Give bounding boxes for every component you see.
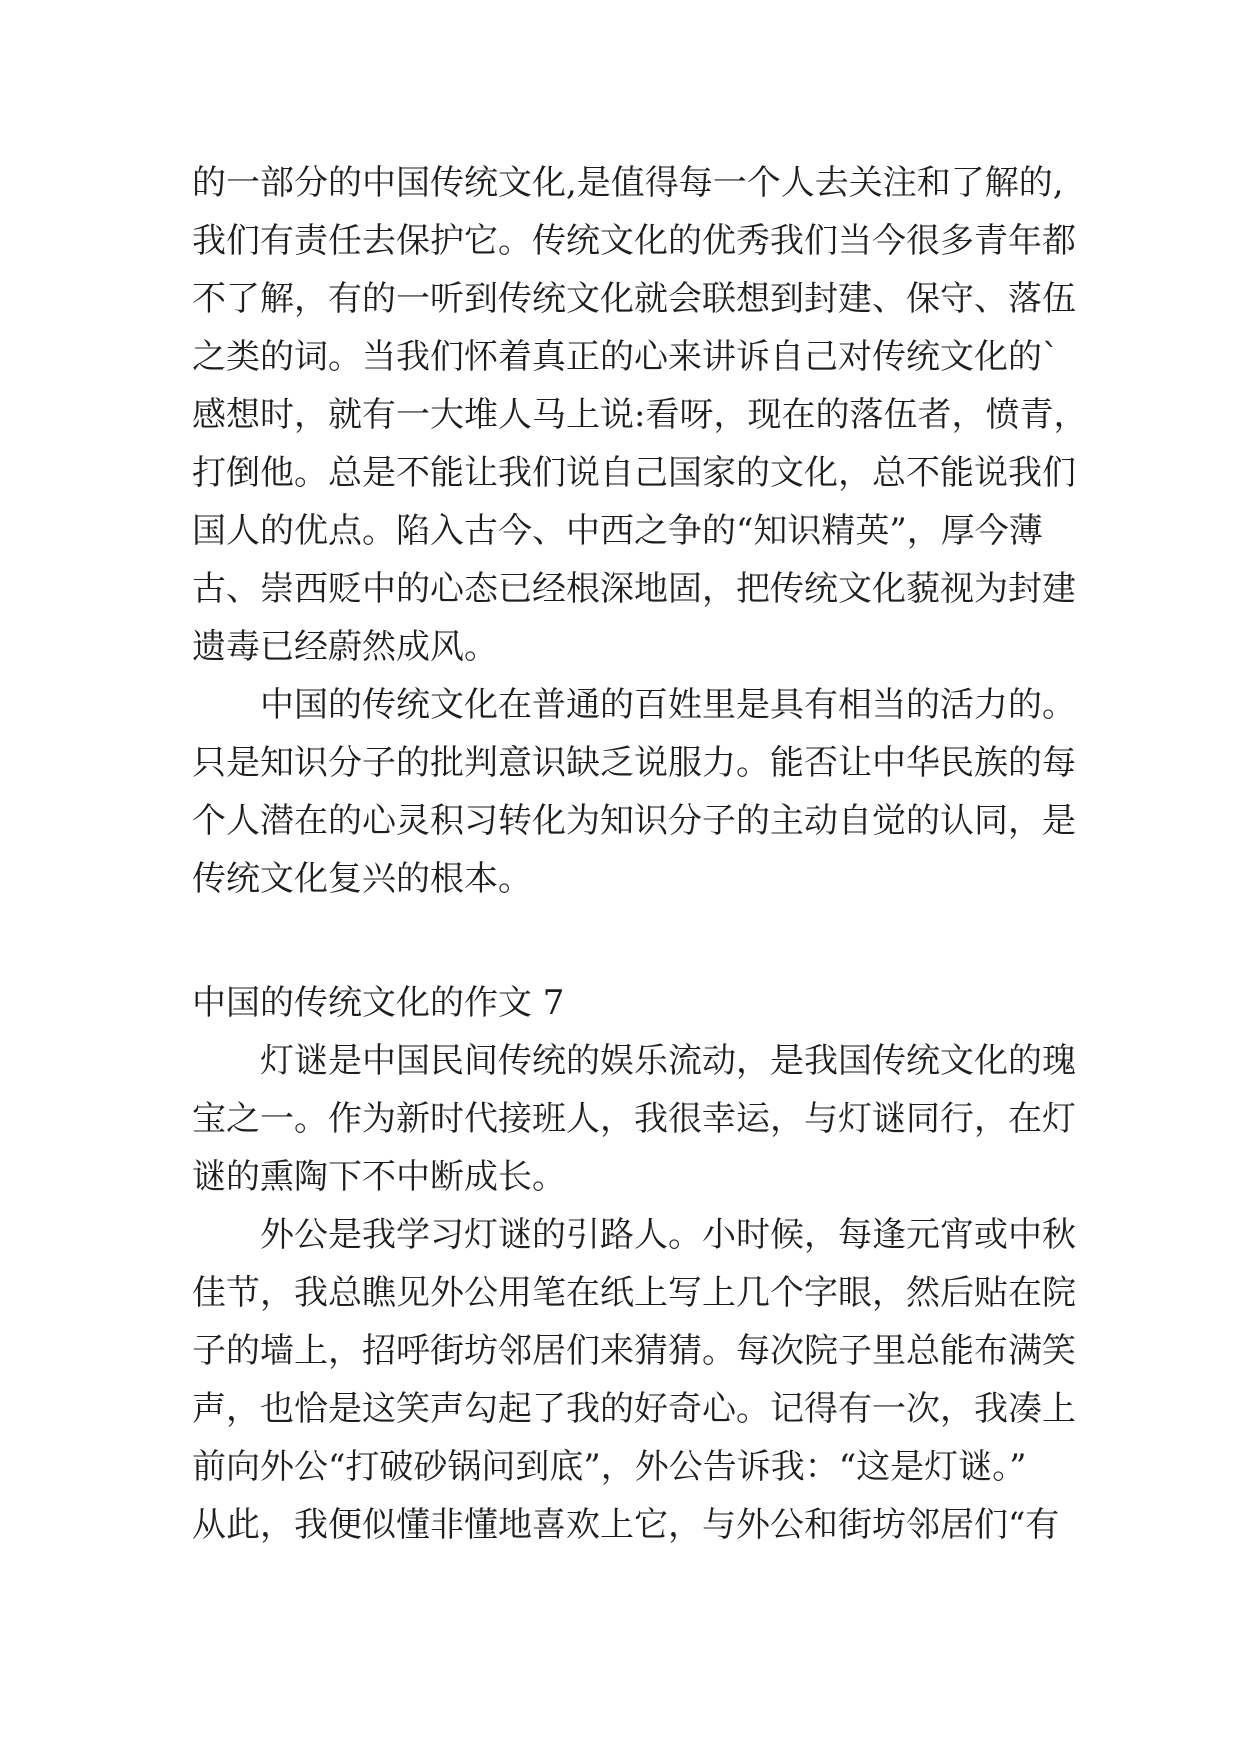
text-line: 的一部分的中国传统文化,是值得每一个人去关注和了解的, [192, 163, 1064, 203]
text-line: 打倒他。总是不能让我们说自己国家的文化，总不能说我们 [192, 453, 1076, 493]
text-line: 古、崇西贬中的心态已经根深地固，把传统文化藐视为封建 [192, 569, 1076, 609]
text-line: 谜的熏陶下不中断成长。 [192, 1157, 566, 1197]
text-line: 之类的词。当我们怀着真正的心来讲诉自己对传统文化的` [192, 337, 1059, 377]
text-line: 前向外公“打破砂锅问到底”，外公告诉我：“这是灯谜。” [192, 1447, 1027, 1487]
text-line: 我们有责任去保护它。传统文化的优秀我们当今很多青年都 [192, 221, 1076, 261]
text-line: 佳节，我总瞧见外公用笔在纸上写上几个字眼，然后贴在院 [192, 1273, 1076, 1313]
text-line: 只是知识分子的批判意识缺乏说服力。能否让中华民族的每 [192, 743, 1076, 783]
section-heading: 中国的传统文化的作文 7 [192, 983, 565, 1023]
text-line: 中国的传统文化在普通的百姓里是具有相当的活力的。 [192, 685, 1076, 725]
text-line: 遗毒已经蔚然成风。 [192, 627, 498, 667]
body-text-upper [192, 154, 1092, 908]
text-line: 灯谜是中国民间传统的娱乐流动，是我国传统文化的瑰 [192, 1041, 1076, 1081]
text-line: 传统文化复兴的根本。 [192, 859, 532, 899]
text-line: 子的墙上，招呼街坊邻居们来猜猜。每次院子里总能布满笑 [192, 1331, 1076, 1371]
text-line: 宝之一。作为新时代接班人，我很幸运，与灯谜同行，在灯 [192, 1099, 1076, 1139]
text-line: 不了解，有的一听到传统文化就会联想到封建、保守、落伍 [192, 279, 1076, 319]
body-text-lower [192, 1032, 1092, 1554]
text-line: 个人潜在的心灵积习转化为知识分子的主动自觉的认同，是 [192, 801, 1076, 841]
text-line: 国人的优点。陷入古今、中西之争的“知识精英”，厚今薄 [192, 511, 1043, 551]
text-line: 感想时，就有一大堆人马上说:看呀，现在的落伍者，愤青， [192, 395, 1088, 435]
text-line: 声，也恰是这笑声勾起了我的好奇心。记得有一次，我凑上 [192, 1389, 1076, 1429]
text-line: 外公是我学习灯谜的引路人。小时候，每逢元宵或中秋 [192, 1215, 1076, 1255]
text-line: 从此，我便似懂非懂地喜欢上它，与外公和街坊邻居们“有 [192, 1505, 1060, 1545]
